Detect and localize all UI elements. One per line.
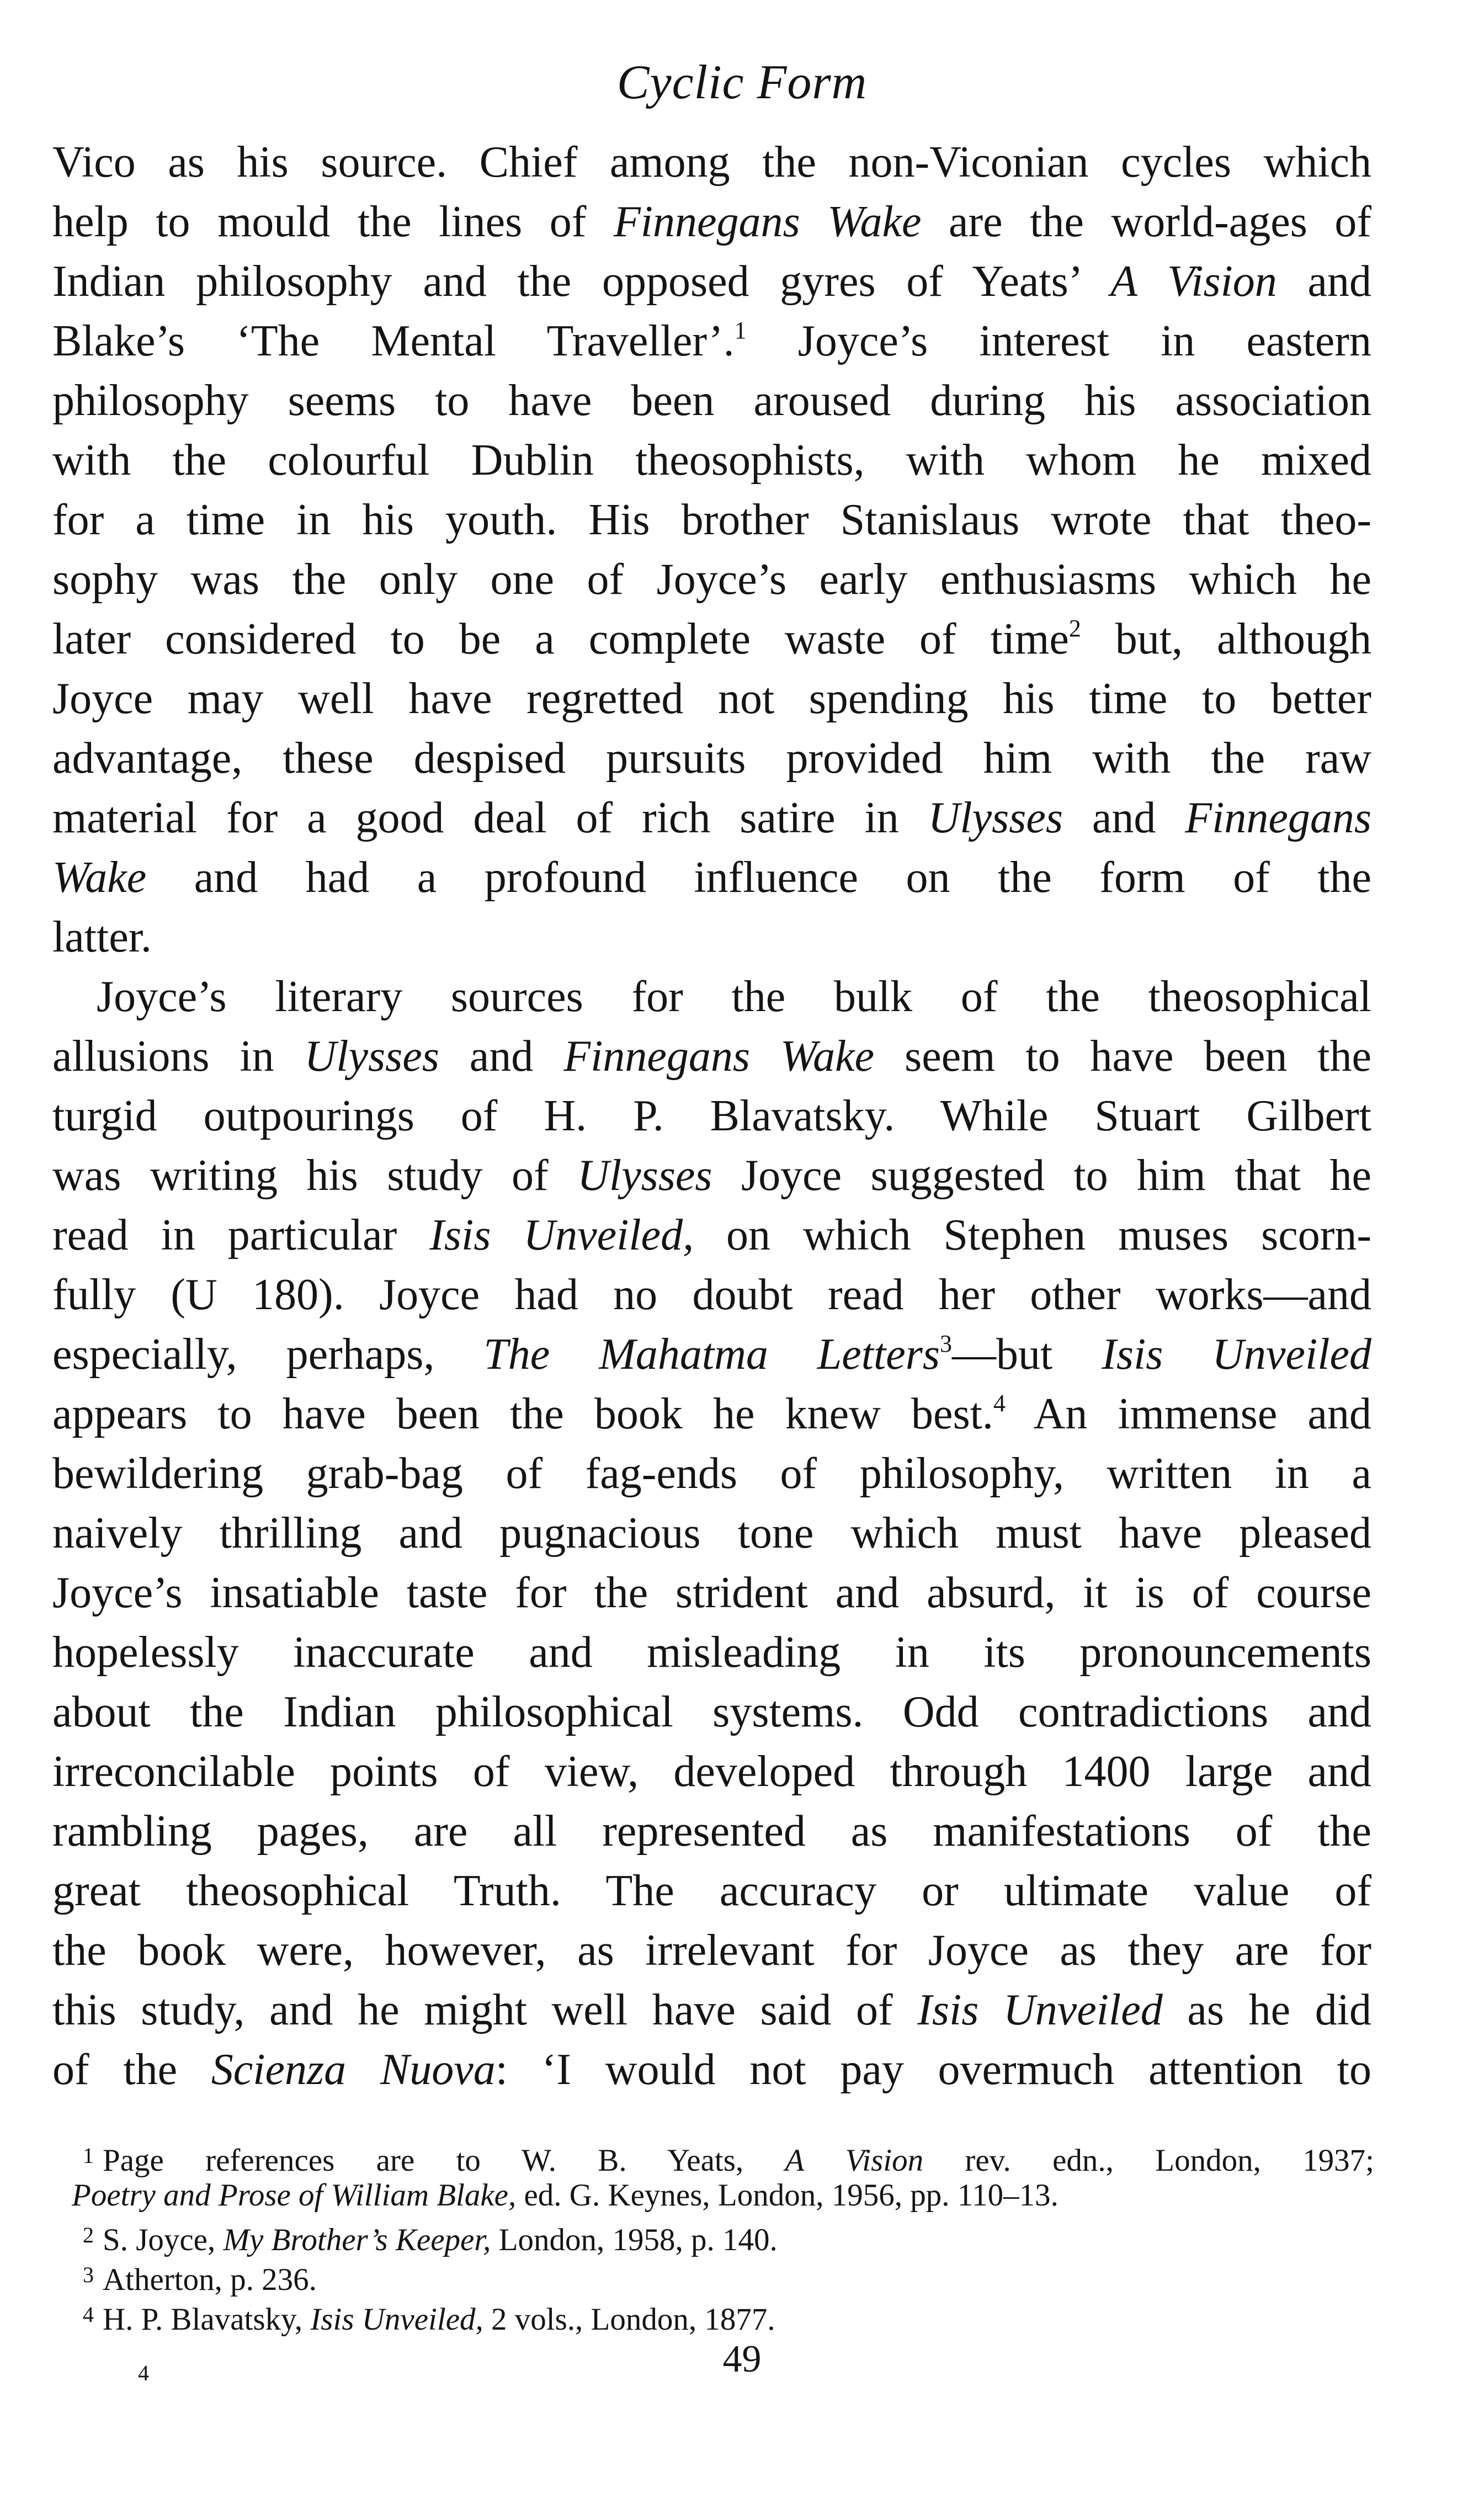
text-line: turgid outpourings of H. P. Blavatsky. While Stuart Gilbert (52, 1092, 1371, 1140)
title-italic: Scienza Nuova (211, 2045, 496, 2094)
text-span: H. P. Blavatsky, (103, 2302, 311, 2337)
text-span: An immense and (1005, 1390, 1371, 1438)
text-line (52, 1205, 1371, 1265)
text-span: and (1276, 257, 1372, 306)
text-line (52, 788, 1371, 848)
footnote-number: 3 (83, 2262, 94, 2287)
text-line (52, 1146, 1371, 1205)
text-line: fully (U 180). Joyce had no doubt read her other works—and (52, 1271, 1371, 1319)
footnote-ref: 4 (993, 1390, 1006, 1417)
title-italic: Ulysses (928, 794, 1063, 842)
footnote-1 (83, 2136, 1374, 2176)
text-line (52, 1384, 1371, 1444)
title-italic: Wake (52, 853, 147, 902)
title-italic: Isis Unveiled, (429, 1211, 694, 1259)
text-line (52, 132, 1371, 192)
footnote-number: 1 (83, 2143, 94, 2168)
title-italic: Isis Unveiled (1102, 1330, 1371, 1379)
title-italic: Isis Unveiled (917, 1986, 1163, 2034)
text-span: and had a profound influence on the form of the (146, 853, 1371, 902)
footnote-ref: 1 (734, 317, 747, 344)
text-line (52, 1027, 1371, 1086)
text-line (52, 311, 1371, 371)
text-span: are the world-ages of (921, 198, 1371, 246)
text-span: Page references are to W. B. Yeats, (103, 2143, 785, 2178)
footnote-3 (83, 2255, 1374, 2295)
body-text (52, 132, 1371, 2099)
page-number: 49 (722, 2338, 762, 2380)
text-line: Joyce may well have regretted not spending his time to better (52, 674, 1371, 723)
text-line: bewildering grab-bag of fag-ends of philosophy, written in a (52, 1449, 1371, 1498)
text-span: especially, perhaps, (52, 1330, 484, 1379)
text-span: on which Stephen muses scorn- (694, 1211, 1371, 1259)
text-span: : ‘I would not pay overmuch attention to (495, 2045, 1371, 2094)
title-italic: The Mahatma Letters (483, 1330, 940, 1379)
signature-mark: 4 (138, 2361, 149, 2385)
text-line: rambling pages, are all represented as manifestations of the (52, 1807, 1371, 1856)
text-line (52, 252, 1371, 311)
text-span: S. Joyce, (103, 2223, 224, 2257)
text-span: was writing his study of (52, 1151, 578, 1200)
text-line: philosophy seems to have been aroused during his association (52, 376, 1371, 425)
text-span: Vico as his source. Chief among the non-Viconian cycles which (52, 138, 1371, 187)
text-span: allusions in (52, 1032, 305, 1081)
title-italic: Poetry and Prose of William Blake, (72, 2178, 517, 2213)
text-span: material for a good deal of rich satire in (52, 794, 928, 842)
text-span: appears to have been the book he knew best. (52, 1390, 993, 1438)
text-line: Joyce’s literary sources for the bulk of the theosophical (97, 972, 1371, 1021)
text-line (52, 192, 1371, 252)
text-span: Atherton, p. 236. (103, 2262, 317, 2297)
footnote-1-continued (72, 2176, 1374, 2215)
text-line: about the Indian philosophical systems. Odd contradictions and (52, 1688, 1371, 1736)
text-span: seem to have been the (874, 1032, 1372, 1081)
text-line: hopelessly inaccurate and misleading in its pronouncements (52, 1628, 1371, 1677)
text-span: Joyce’s interest in eastern (746, 317, 1371, 365)
title-italic: My Brother’s Keeper, (223, 2223, 491, 2257)
text-span: Indian philosophy and the opposed gyres of Yeats’ (52, 257, 1111, 306)
text-span: and (439, 1032, 564, 1081)
text-line (52, 2040, 1371, 2099)
text-line: advantage, these despised pursuits provided him with the raw (52, 734, 1371, 783)
text-line (52, 1325, 1371, 1384)
title-italic: A Vision (1110, 257, 1277, 306)
text-span: Blake’s ‘The Mental Traveller’. (52, 317, 735, 365)
text-span: 2 vols., London, 1877. (483, 2302, 775, 2337)
text-span: but, although (1081, 615, 1371, 663)
text-line: irreconcilable points of view, developed through 1400 large and (52, 1747, 1371, 1796)
text-span: later considered to be a complete waste of time (52, 615, 1069, 663)
text-line (52, 609, 1371, 669)
text-span: this study, and he might well have said of (52, 1986, 918, 2034)
text-span: read in particular (52, 1211, 430, 1259)
text-span: —but (952, 1330, 1102, 1379)
text-span: London, 1958, p. 140. (491, 2223, 778, 2257)
footnote-2 (83, 2215, 1374, 2255)
text-line: great theosophical Truth. The accuracy or ultimate value of (52, 1867, 1371, 1915)
text-line: the book were, however, as irrelevant for Joyce as they are for (52, 1926, 1371, 1975)
title-italic: Ulysses (304, 1032, 439, 1081)
title-italic: A Vision (785, 2143, 924, 2178)
footnote-ref: 3 (940, 1330, 953, 1358)
text-line: with the colourful Dublin theosophists, with whom he mixed (52, 436, 1371, 485)
text-span: of the (52, 2045, 211, 2094)
text-span: as he did (1162, 1986, 1372, 2034)
text-line: sophy was the only one of Joyce’s early enthusiasms which he (52, 555, 1371, 604)
footnote-ref: 2 (1068, 615, 1081, 642)
footnote-4 (83, 2295, 1374, 2335)
footnote-number: 4 (83, 2302, 94, 2327)
title-italic: Ulysses (577, 1151, 712, 1200)
text-span: rev. edn., London, 1937; (923, 2143, 1374, 2178)
title-italic: Finnegans Wake (613, 198, 922, 246)
title-italic: Isis Unveiled, (310, 2302, 483, 2337)
text-line: for a time in his youth. His brother Stanislaus wrote that theo- (52, 496, 1371, 544)
text-span: help to mould the lines of (52, 198, 614, 246)
text-line: Joyce’s insatiable taste for the strident and absurd, it is of course (52, 1569, 1371, 1617)
title-italic: Finnegans Wake (563, 1032, 875, 1081)
text-line: latter. (52, 913, 152, 961)
footnote-number: 2 (83, 2223, 94, 2247)
text-span: ed. G. Keynes, London, 1956, pp. 110–13. (516, 2178, 1059, 2213)
text-line (52, 848, 1371, 907)
text-span: Joyce suggested to him that he (712, 1151, 1371, 1200)
text-span: and (1062, 794, 1185, 842)
title-italic: Finnegans (1185, 794, 1371, 842)
text-line (52, 1980, 1371, 2040)
footnotes (72, 2136, 1374, 2337)
running-head: Cyclic Form (616, 56, 868, 109)
text-line: naively thrilling and pugnacious tone which must have pleased (52, 1509, 1371, 1558)
